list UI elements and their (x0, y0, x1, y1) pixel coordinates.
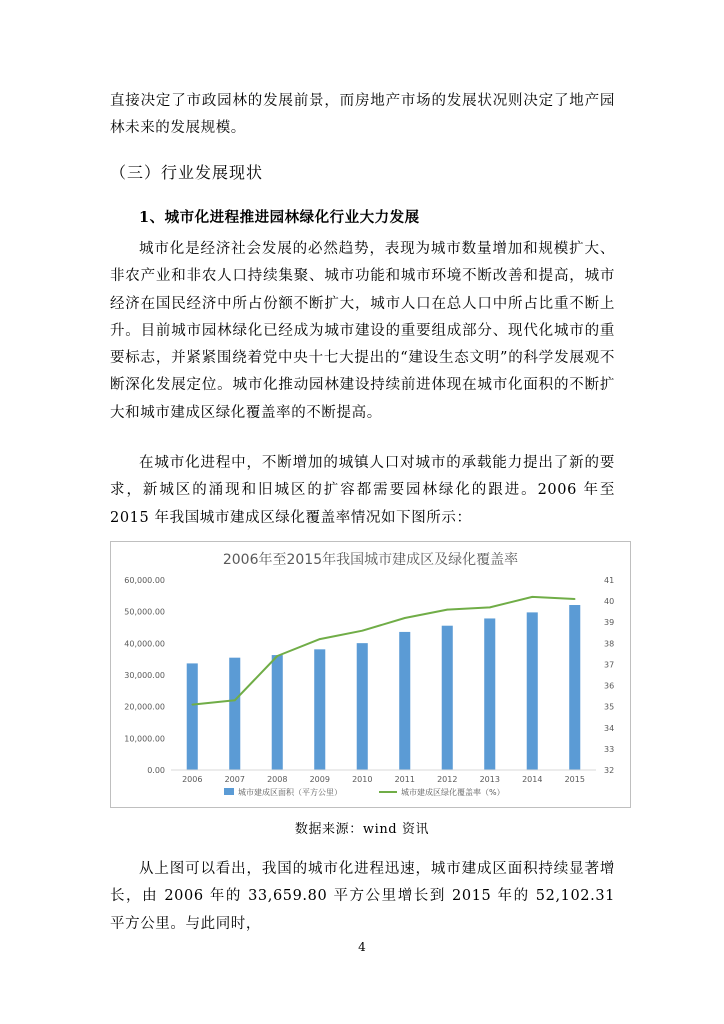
page-number: 4 (358, 940, 366, 954)
left-tick-label: 40,000.00 (124, 639, 165, 649)
intro-paragraph: 直接决定了市政园林的发展前景，而房地产市场的发展状况则决定了地产园林未来的发展规模。 (110, 93, 615, 137)
legend-label-coverage: 城市建成区绿化覆盖率（%） (401, 788, 505, 797)
coverage-point (276, 655, 278, 657)
coverage-line (191, 596, 575, 705)
x-axis (171, 770, 596, 784)
x-tick-label: 2007 (224, 775, 245, 784)
coverage-point (319, 638, 321, 640)
left-axis (124, 576, 165, 775)
x-tick-label: 2009 (309, 775, 330, 784)
legend-swatch-bar (224, 788, 234, 795)
area-bar (484, 618, 495, 770)
right-tick-label: 32 (604, 766, 615, 775)
right-tick-label: 36 (604, 681, 615, 691)
legend-label-area: 城市建成区面积（平方公里） (238, 788, 342, 797)
left-tick-label: 30,000.00 (124, 671, 165, 680)
area-bar (229, 658, 240, 770)
urbanization-paragraph: 城市化是经济社会发展的必然趋势，表现为城市数量增加和规模扩大、非农产业和非农人口持续集聚、城市功能和城市环境不断改善和提高，城市经济在国民经济中所占份额不断扩大，城市人口在总人口中所占比重不断上升。目前城市园林绿化已经成为城市建设的重要组成部分、现代化城市的重要标志，并紧紧围绕着党中央十七大提出的“建设生态文明”的科学发展观不断深化发展定位。城市化推动园林建设持续前进体现在城市化面积的不断扩大和城市建成区绿化覆盖率的不断提高。 (110, 241, 615, 421)
coverage-point (446, 609, 448, 611)
right-tick-label: 34 (604, 723, 615, 733)
coverage-point (489, 607, 491, 609)
x-tick-label: 2008 (267, 775, 288, 784)
subheading: 1、城市化进程推进园林绿化行业大力发展 (139, 209, 420, 226)
area-bar (314, 649, 325, 770)
right-tick-label: 33 (604, 744, 615, 754)
left-tick-label: 50,000.00 (124, 607, 165, 617)
chart-legend (224, 787, 505, 797)
chart-container (110, 541, 631, 808)
chart-title: 2006年至2015年我国城市建成区及绿化覆盖率 (222, 552, 519, 568)
left-tick-label: 0.00 (147, 766, 165, 775)
coverage-point (361, 630, 363, 632)
left-tick-label: 20,000.00 (124, 702, 165, 712)
area-bar (569, 605, 580, 770)
right-tick-label: 37 (604, 660, 615, 670)
area-bar (357, 643, 368, 770)
coverage-point (531, 596, 533, 598)
conclusion-paragraph: 从上图可以看出，我国的城市化进程迅速，城市建成区面积持续显著增长，由 2006 年的 33,659.80 平方公里增长到 2015 年的 52,102.31 平方公里。与此同时， (110, 861, 615, 932)
area-bar (527, 612, 538, 770)
x-tick-label: 2006 (182, 775, 203, 784)
right-tick-label: 35 (604, 702, 615, 712)
area-bar (272, 655, 283, 770)
coverage-series-line (192, 597, 575, 705)
green-coverage-chart (111, 542, 630, 807)
right-axis (604, 576, 614, 775)
coverage-point (574, 598, 576, 600)
left-tick-label: 60,000.00 (124, 576, 165, 585)
urban-population-paragraph: 在城市化进程中，不断增加的城镇人口对城市的承载能力提出了新的要求，新城区的涌现和旧城区的扩容都需要园林绿化的跟进。2006 年至 2015 年我国城市建成区绿化覆盖率情况如下图所示： (110, 455, 615, 526)
x-tick-label: 2014 (522, 775, 543, 784)
coverage-point (191, 704, 193, 706)
x-tick-label: 2011 (394, 775, 415, 784)
x-tick-label: 2013 (479, 775, 500, 784)
area-bar (442, 626, 453, 770)
right-tick-label: 38 (604, 639, 615, 649)
left-tick-label: 10,000.00 (124, 734, 165, 744)
right-tick-label: 41 (604, 576, 615, 585)
section-heading: （三）行业发展现状 (110, 163, 264, 182)
area-bar (399, 632, 410, 770)
x-tick-label: 2012 (437, 775, 458, 784)
right-tick-label: 40 (604, 597, 615, 607)
coverage-point (234, 700, 236, 702)
area-bar (187, 663, 198, 770)
data-source-caption: 数据来源：wind 资讯 (294, 822, 430, 837)
coverage-point (404, 617, 406, 619)
right-tick-label: 39 (604, 618, 615, 628)
x-tick-label: 2010 (352, 775, 373, 784)
x-tick-label: 2015 (564, 775, 585, 784)
